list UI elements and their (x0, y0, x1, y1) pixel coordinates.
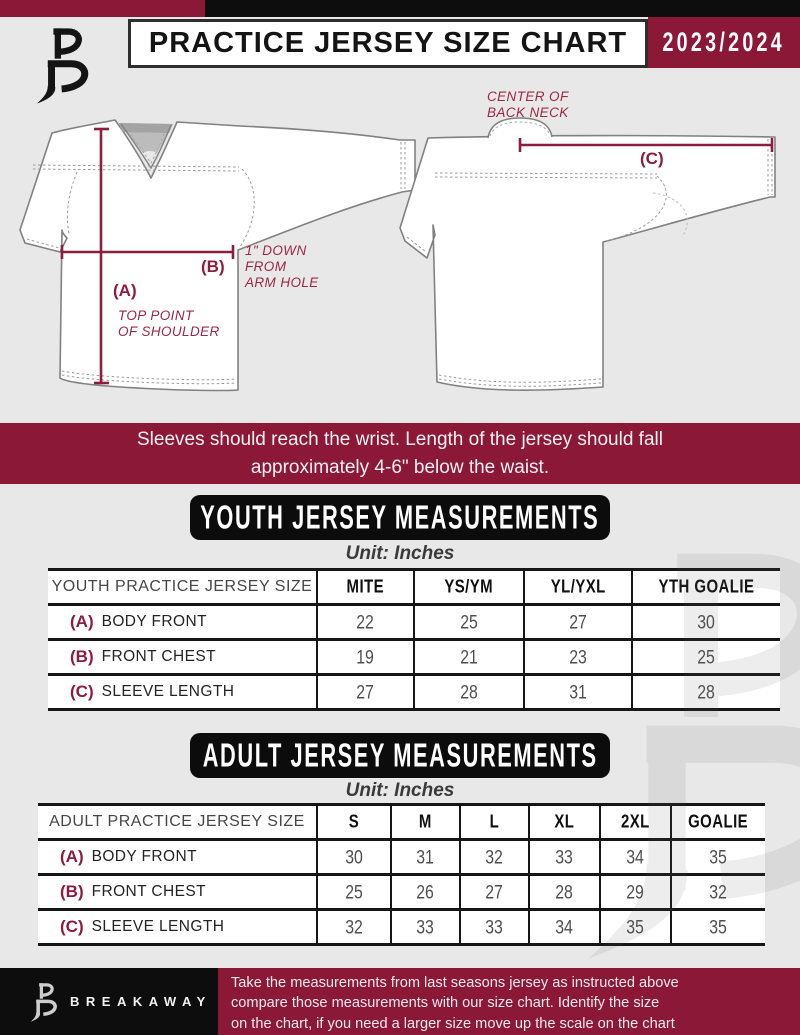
measure-value: 23 (569, 645, 587, 668)
measure-value-cell (599, 876, 670, 911)
measure-value: 32 (485, 845, 504, 868)
measure-value-cell (459, 841, 528, 876)
youth-table-title-cell (48, 568, 316, 606)
size-col-header (413, 568, 523, 606)
footer-line1: Take the measurements from last seasons jersey as instructed above (231, 975, 679, 991)
youth-section-title-box (190, 495, 610, 540)
adult-unit-label: Unit: Inches (345, 780, 455, 801)
measure-value-cell (459, 876, 528, 911)
size-col-header (390, 803, 459, 841)
measure-value: 35 (709, 845, 728, 868)
label-b: (B) (201, 257, 225, 276)
measure-value-cell (670, 911, 765, 946)
measure-value: 28 (460, 680, 478, 703)
size-label: YS/YM (444, 576, 494, 597)
youth-size-table (48, 568, 780, 711)
measure-value: 34 (555, 915, 574, 938)
measure-name: SLEEVE LENGTH (101, 683, 235, 700)
measure-value-cell (599, 911, 670, 946)
breakaway-logo (28, 24, 94, 106)
measure-value: 28 (697, 680, 716, 703)
adult-table-title-cell (38, 803, 316, 841)
back-jersey-diagram (395, 85, 800, 415)
measure-value: 28 (555, 880, 574, 903)
measure-value: 35 (626, 915, 645, 938)
measure-value: 19 (356, 645, 375, 668)
page-title: PRACTICE JERSEY SIZE CHART (148, 27, 628, 59)
measure-value: 25 (345, 880, 363, 903)
adult-size-table (38, 803, 765, 946)
season-label: 2023/2024 (662, 26, 786, 58)
measure-value-cell (390, 841, 459, 876)
size-label: YL/YXL (550, 576, 606, 597)
measure-value-cell (523, 676, 631, 711)
caption-a-1: TOP POINT (118, 308, 194, 323)
footer-line2: compare those measurements with our size chart. Identify the size (231, 995, 660, 1012)
measure-value: 25 (460, 610, 478, 633)
size-label: M (419, 811, 432, 832)
measure-name: SLEEVE LENGTH (91, 918, 225, 935)
top-strip-black (205, 0, 800, 17)
footer-instructions (218, 968, 800, 1035)
measure-value-cell (413, 641, 523, 676)
adult-section-title-box (190, 733, 610, 778)
size-label: XL (554, 811, 575, 832)
size-label: YTH GOALIE (658, 576, 755, 597)
measure-key: (B) (70, 647, 94, 666)
measure-name: BODY FRONT (101, 613, 207, 630)
measure-value-cell (523, 641, 631, 676)
measure-value-cell (316, 911, 390, 946)
brand-name: BREAKAWAY (70, 994, 212, 1009)
measure-value: 21 (460, 645, 478, 668)
caption-c-2: BACK NECK (487, 105, 569, 120)
measure-value-cell (528, 841, 599, 876)
measure-value-cell (316, 641, 413, 676)
caption-c-1: CENTER OF (487, 89, 569, 104)
youth-table-title: YOUTH PRACTICE JERSEY SIZE (51, 578, 313, 595)
size-col-header (670, 803, 765, 841)
size-col-header (523, 568, 631, 606)
measure-value: 27 (569, 610, 587, 633)
measure-label-cell (38, 841, 316, 876)
size-label: S (348, 811, 360, 832)
caption-b-1: 1" DOWN (245, 243, 307, 258)
measure-value-cell (390, 876, 459, 911)
measure-value: 31 (416, 845, 435, 868)
measure-key: (A) (60, 847, 84, 866)
measure-value: 26 (416, 880, 435, 903)
measure-value-cell (523, 606, 631, 641)
label-a: (A) (113, 281, 137, 300)
measure-value-cell (599, 841, 670, 876)
size-label: GOALIE (688, 811, 749, 832)
fit-note-line1: Sleeves should reach the wrist. Length of the jersey should fall (137, 428, 663, 450)
measure-value-cell (316, 676, 413, 711)
measure-value: 22 (356, 610, 375, 633)
size-col-header (316, 568, 413, 606)
measure-value: 35 (709, 915, 728, 938)
front-jersey-diagram (15, 108, 425, 420)
page-title-box (128, 19, 648, 68)
size-col-header (528, 803, 599, 841)
measure-value: 32 (709, 880, 728, 903)
measure-value-cell (670, 876, 765, 911)
measure-value-cell (316, 841, 390, 876)
measure-name: FRONT CHEST (91, 883, 206, 900)
measure-value-cell (390, 911, 459, 946)
measure-value-cell (528, 911, 599, 946)
caption-b-3: ARM HOLE (245, 275, 319, 290)
measure-value: 33 (485, 915, 504, 938)
measure-value-cell (528, 876, 599, 911)
measure-value-cell (631, 606, 780, 641)
measure-label-cell (48, 641, 316, 676)
adult-table-title: ADULT PRACTICE JERSEY SIZE (49, 813, 305, 830)
measure-name: FRONT CHEST (101, 648, 216, 665)
size-label: MITE (346, 576, 385, 597)
measure-value: 30 (345, 845, 363, 868)
back-jersey-outline (400, 136, 775, 391)
measure-value: 27 (356, 680, 375, 703)
measure-value: 25 (697, 645, 716, 668)
measure-value: 32 (345, 915, 363, 938)
footer-brand-box (0, 968, 218, 1035)
size-label: L (489, 811, 500, 832)
measure-key: (B) (60, 882, 84, 901)
breakaway-footer-logo (26, 981, 60, 1023)
fit-note-banner (0, 423, 800, 484)
measure-value-cell (670, 841, 765, 876)
measure-value-cell (631, 641, 780, 676)
measure-name: BODY FRONT (91, 848, 197, 865)
measure-value: 29 (626, 880, 645, 903)
measure-value: 27 (485, 880, 504, 903)
measure-key: (C) (70, 682, 94, 701)
measure-key: (C) (60, 917, 84, 936)
measure-value: 33 (416, 915, 435, 938)
measure-value: 30 (697, 610, 716, 633)
footer-line3: on the chart, if you need a larger size move up the scale on the chart (231, 1015, 675, 1032)
back-collar (488, 118, 552, 138)
caption-a-2: OF SHOULDER (118, 324, 220, 339)
front-jersey-outline (20, 120, 415, 391)
size-label: 2XL (621, 811, 650, 832)
measure-value-cell (631, 676, 780, 711)
measure-label-cell (38, 876, 316, 911)
label-c: (C) (640, 149, 664, 168)
season-badge (648, 17, 800, 68)
measure-value-cell (316, 606, 413, 641)
youth-section-title: YOUTH JERSEY MEASUREMENTS (200, 498, 600, 536)
size-col-header (599, 803, 670, 841)
measure-key: (A) (70, 612, 94, 631)
caption-b-2: FROM (245, 259, 287, 274)
fit-note-line2: approximately 4-6" below the waist. (250, 456, 550, 478)
top-strip-maroon (0, 0, 205, 17)
youth-unit-label: Unit: Inches (345, 543, 455, 564)
measure-value-cell (413, 676, 523, 711)
size-col-header (631, 568, 780, 606)
measure-value: 31 (569, 680, 587, 703)
measure-label-cell (38, 911, 316, 946)
measure-label-cell (48, 606, 316, 641)
adult-section-title: ADULT JERSEY MEASUREMENTS (202, 736, 598, 774)
measure-label-cell (48, 676, 316, 711)
measure-value-cell (413, 606, 523, 641)
measure-value: 33 (555, 845, 574, 868)
measure-value-cell (316, 876, 390, 911)
measure-value: 34 (626, 845, 645, 868)
size-col-header (459, 803, 528, 841)
measure-value-cell (459, 911, 528, 946)
size-col-header (316, 803, 390, 841)
